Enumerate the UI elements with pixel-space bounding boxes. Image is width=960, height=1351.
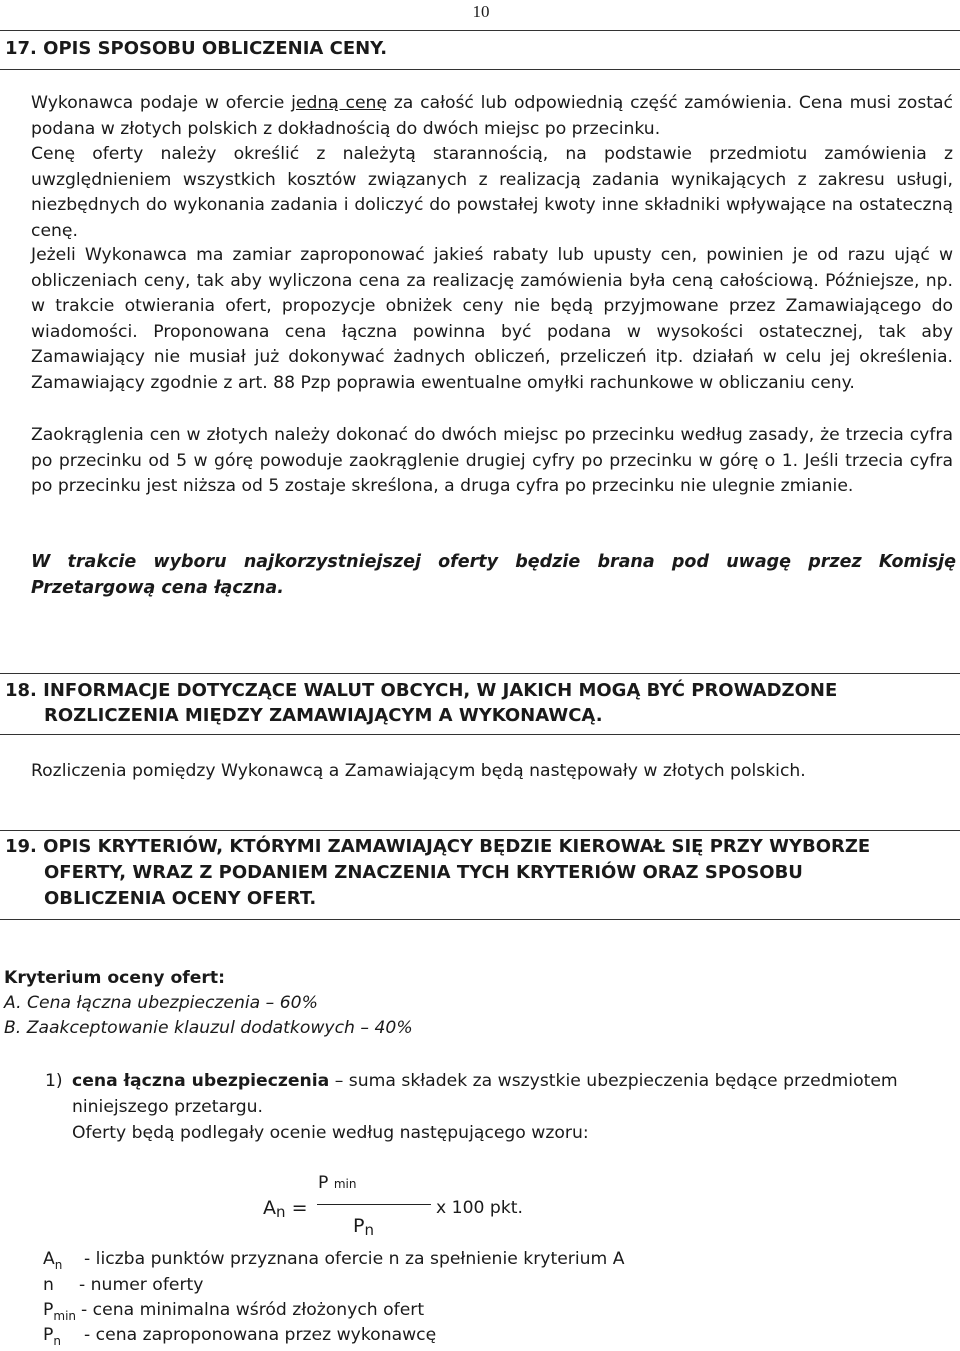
page-number: 10 xyxy=(472,2,490,21)
legend-symbol: n xyxy=(43,1275,54,1295)
section-19-heading-line-1: 19. OPIS KRYTERIÓW, KTÓRYMI ZAMAWIAJĄCY BĘDZIE KIEROWAŁ SIĘ PRZY WYBORZE xyxy=(5,836,871,857)
item-1-rest: – suma składek za wszystkie ubezpieczenia będące przedmiotem xyxy=(329,1071,898,1091)
formula-multiplier: x 100 pkt. xyxy=(436,1198,523,1218)
p1-end: za całość lub odpowiednią część zamówienia. Cena musi zostać podana w złotych polskich z dokładnością do dwóch miejsc po przecinku. xyxy=(31,93,953,139)
section-18-heading-line-1: 18. INFORMACJE DOTYCZĄCE WALUT OBCYCH, W JAKICH MOGĄ BYĆ PROWADZONE xyxy=(5,680,838,701)
item-1-line-2: niniejszego przetargu. xyxy=(72,1097,264,1117)
section-19-heading-line-3: OBLICZENIA OCENY OFERT. xyxy=(44,888,317,909)
legend-row xyxy=(43,1273,54,1298)
p1-underlined: jedną cenę xyxy=(291,93,388,113)
item-1-line-3: Oferty będą podlegały ocenie według następującego wzoru: xyxy=(72,1123,589,1143)
fraction-bar xyxy=(317,1204,431,1205)
section-17-paragraph-4: Zaokrąglenia cen w złotych należy dokonać do dwóch miejsc po przecinku według zasady, że trzecia cyfra po przecinku od 5 w górę powoduje zaokrąglenie drugiej cyfry po przecinku w górę o 1. Jeśli trzecia cyfra po przecinku jest niższa od 5 zostaje skreślona, a druga cyfra po przecinku nie ulegnie zmianie. xyxy=(31,425,953,496)
legend-symbol: P xyxy=(43,1300,54,1320)
section-19-heading-line-2: OFERTY, WRAZ Z PODANIEM ZNACZENIA TYCH KRYTERIÓW ORAZ SPOSOBU xyxy=(44,862,803,883)
legend-subscript: n xyxy=(54,1258,63,1272)
legend-text: - cena zaproponowana przez wykonawcę xyxy=(84,1325,437,1345)
lhs-subscript: n xyxy=(276,1203,286,1221)
criteria-title: Kryterium oceny ofert: xyxy=(4,968,225,988)
item-1-bold: cena łączna ubezpieczenia xyxy=(72,1071,330,1091)
numerator-subscript: min xyxy=(333,1177,357,1191)
formula-numerator xyxy=(318,1171,356,1197)
legend-symbol: P xyxy=(43,1325,54,1345)
formula-lhs xyxy=(263,1196,307,1222)
section-17-paragraph-2: Cenę oferty należy określić z należytą starannością, na podstawie przedmiotu zamówienia z uwzględnieniem wszystkich kosztów związanych z realizacją zadania wynikających z zakresu usługi, niezbędnych do wykonania zadania i doliczyć do powstałej kwoty inne składniki wpływające na ostateczną cenę. xyxy=(31,144,953,241)
section-17-paragraph-1 xyxy=(31,91,953,142)
legend-subscript: min xyxy=(53,1309,77,1323)
formula-denominator xyxy=(353,1214,374,1240)
legend-row xyxy=(43,1247,62,1273)
legend-row xyxy=(43,1323,61,1349)
section-17-heading: 17. OPIS SPOSOBU OBLICZENIA CENY. xyxy=(5,38,388,59)
legend-symbol: A xyxy=(43,1249,55,1269)
criterion-b: B. Zaakceptowanie klauzul dodatkowych – 40% xyxy=(4,1018,413,1038)
section-18-heading-line-2: ROZLICZENIA MIĘDZY ZAMAWIAJĄCYM A WYKONAWCĄ. xyxy=(44,705,603,726)
criterion-a: A. Cena łączna ubezpieczenia – 60% xyxy=(4,993,318,1013)
lhs-symbol: A xyxy=(263,1197,276,1219)
p1-start: Wykonawca podaje w ofercie xyxy=(31,93,292,113)
legend-text: - liczba punktów przyznana ofercie n za spełnienie kryterium A xyxy=(84,1249,625,1269)
legend-text: - numer oferty xyxy=(79,1275,204,1295)
item-1-number: 1) xyxy=(45,1071,63,1091)
section-18-text: Rozliczenia pomiędzy Wykonawcą a Zamawiającym będą następowały w złotych polskich. xyxy=(31,761,806,781)
section-17-emphasis: W trakcie wyboru najkorzystniejszej oferty będzie brana pod uwagę przez Komisję Przetargową cena łączna. xyxy=(31,552,956,598)
denominator-subscript: n xyxy=(364,1221,374,1239)
legend-subscript: n xyxy=(53,1334,61,1348)
equals-sign: = xyxy=(291,1197,308,1219)
numerator-symbol: P xyxy=(318,1173,329,1193)
legend-text: - cena minimalna wśród złożonych ofert xyxy=(81,1300,425,1320)
denominator-symbol: P xyxy=(353,1215,365,1237)
section-17-paragraph-3: Jeżeli Wykonawca ma zamiar zaproponować jakieś rabaty lub upusty cen, powinien je od razu ująć w obliczeniach ceny, tak aby wyliczona cena za realizację zamówienia była ceną całościową. Późniejsze, np. w trakcie otwierania ofert, propozycje obniżek ceny nie będą przyjmowane przez Zamawiającego do wiadomości. Proponowana cena łączna powinna być podana w wysokości ostatecznej, tak aby Zamawiający nie musiał już dokonywać żadnych obliczeń, przeliczeń itp. działań w celu jej określenia. Zamawiający zgodnie z art. 88 Pzp poprawia ewentualne omyłki rachunkowe w obliczaniu ceny. xyxy=(31,245,953,393)
legend-row xyxy=(43,1298,76,1324)
item-1-line-1 xyxy=(72,1069,898,1094)
